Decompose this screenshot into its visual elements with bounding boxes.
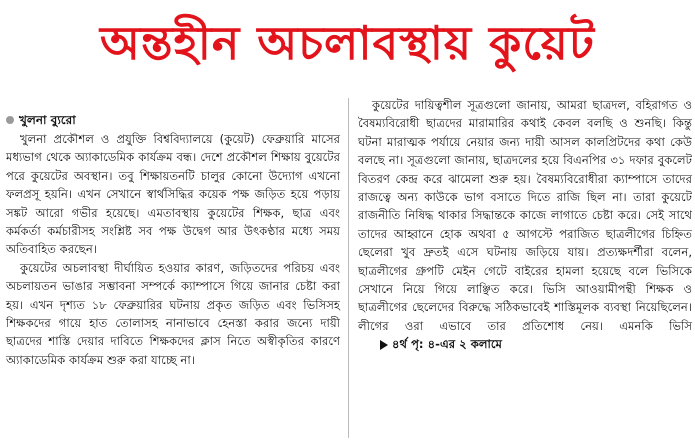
article-column-right <box>358 96 692 354</box>
column-divider <box>348 98 349 438</box>
paragraph <box>358 96 692 354</box>
paragraph: কুয়েটের অচলাবস্থা দীর্ঘায়িত হওয়ার কারণ, জড়িতদের পরিচয় এবং অচলায়তন ভাঙার সম্ভাবনা সম্পর্কে ক্যাম্পাসে গিয়ে জানার চেষ্টা করা হয়। এখন দৃশ্যত ১৮ ফেব্রুয়ারির ঘটনায় প্রকৃত জড়িত এবং ভিসিসহ শিক্ষকদের গায়ে হাত তোলাসহ নানাভাবে হেনস্তা করার জন্যে দায়ী ছাত্রদের শাস্তি দেয়ার দাবিতে শিক্ষকদের ক্লাস নিতে অস্বীকৃতির কারণে অ্যাকাডেমিক কার্যক্রম শুরু করা যাচ্ছে না। <box>6 260 340 367</box>
arrow-right-icon <box>380 340 388 350</box>
article-column-left <box>6 108 340 369</box>
continuation-link[interactable] <box>366 335 502 353</box>
continuation-text: ৪র্থ পৃ: ৪-এর ২ কলামে <box>392 337 502 352</box>
paragraph: খুলনা প্রকৌশল ও প্রযুক্তি বিশ্ববিদ্যালয়ে (কুয়েট) ফেব্রুয়ারি মাসের মধ্যভাগ থেকে অ্যাকাডেমিক কার্যক্রম বন্ধ। দেশে প্রকৌশল শিক্ষায় বুয়েটের পরে কুয়েটের অবস্থান। তবু শিক্ষায়তনটি চালুর কোনো উদ্যোগ এখনো ফলপ্রসূ হয়নি। এখন সেখানে স্বার্থসিদ্ধির কয়েক পক্ষ জড়িত হয়ে পড়ায় সঙ্কট আরো গভীর হয়েছে। এমতাবস্থায় কুয়েটের শিক্ষক, ছাত্র এবং কর্মকর্তা কর্মচারীসহ সংশ্লিষ্ট সব পক্ষ উদ্বেগ আর উৎকণ্ঠার মধ্যে সময় অতিবাহিত করছেন। <box>6 132 340 257</box>
headline: অন্তহীন অচলাবস্থায় কুয়েট <box>100 16 595 70</box>
paragraph-text: কুয়েটের দায়িত্বশীল সূত্রগুলো জানায়, আমরা ছাত্রদল, বহিরাগত ও বৈষম্যবিরোধী ছাত্রদের মারামারির কথাই কেবল বলছি ও শুনছি। কিন্তু ঘটনা মারাত্মক পর্যায়ে নেয়ার জন্য দায়ী আসল কালপ্রিটদের কথা কেউ বলছে না। সূত্রগুলো জানায়, ছাত্রদলের হয়ে বিএনপির ৩১ দফার বুকলেট বিতরণ কেন্দ্র করে ঝামেলা শুরু হয়। বৈষম্যবিরোধীরা ক্যাম্পাসে তাদের রাজত্বে অন্য কাউকে ভাগ বসাতে দিতে রাজি ছিল না। তারা কুয়েটে রাজনীতি নিষিদ্ধ থাকার সিদ্ধান্তকে কাজে লাগাতে চেষ্টা করে। সেই সাথে তাদের আহ্বানে হোক অথবা ৫ আগস্টে পরাজিত ছাত্রলীগের চিহ্নিত ছেলেরা খুব দ্রুতই এসে ঘটনায় জড়িয়ে যায়। প্রত্যক্ষদর্শীরা বলেন, ছাত্রলীগের গ্রুপটি মেইন গেটে বাইরের হামলা হয়েছে বলে ভিসিকে সেখানে নিয়ে গিয়ে লাঞ্ছিত করে। ভিসি আওয়ামীপন্থী শিক্ষক ও ছাত্রলীগের ছেলেদের বিরুদ্ধে সঠিকভাবেই শাস্তিমূলক ব্যবস্থা নিয়েছিলেন। লীগের ওরা এভাবে তার প্রতিশোধ নেয়। এমনকি ভিসি <box>358 98 692 333</box>
byline-text: খুলনা ব্যুরো <box>19 113 76 127</box>
